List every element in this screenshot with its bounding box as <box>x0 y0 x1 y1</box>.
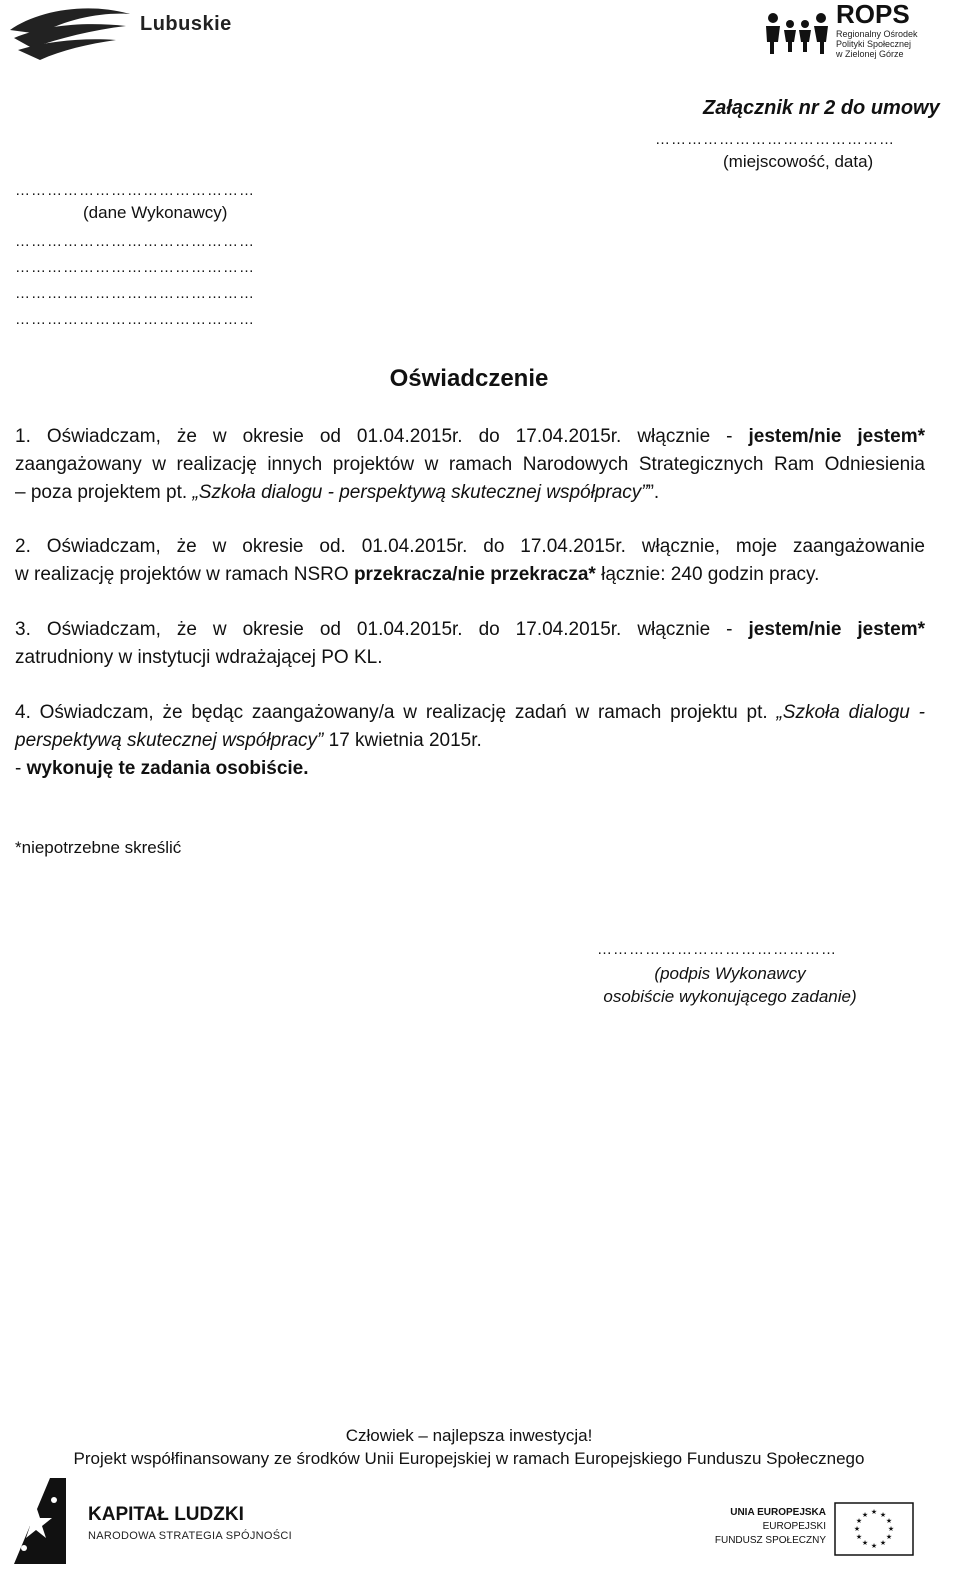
place-date-label: (miejscowość, data) <box>723 152 874 171</box>
eu-flag-icon <box>834 1502 914 1556</box>
statement-3-text: 3. Oświadczam, że w okresie od 01.04.2015r. do 17.04.2015r. włącznie - <box>15 619 749 640</box>
svg-text:★: ★ <box>887 1526 895 1533</box>
svg-text:★: ★ <box>861 1540 869 1547</box>
eu-logo <box>716 1502 916 1558</box>
statement-2-line: 2. Oświadczam, że w okresie od. 01.04.2015r. do 17.04.2015r. włącznie, moje zaangażowanie <box>15 536 925 557</box>
rops-figures-icon <box>764 8 830 56</box>
statement-1-text: – poza projektem pt. <box>15 482 193 503</box>
statement-1-choice: jestem/nie jestem* <box>748 426 925 447</box>
svg-text:★: ★ <box>853 1526 861 1533</box>
statement-4-emphasis: wykonuję te zadania osobiście. <box>26 758 309 779</box>
svg-text:★: ★ <box>879 1512 887 1519</box>
statement-3-line <box>15 616 925 644</box>
lubuskie-logo-text: Lubuskie <box>140 13 232 35</box>
lubuskie-swoosh-icon <box>8 4 133 62</box>
rops-subtitle-line: Polityki Społecznej <box>836 39 912 49</box>
statement-4-text: 4. Oświadczam, że będąc zaangażowany/a w realizację zadań w ramach projektu pt. <box>15 702 777 723</box>
signature-label-line: osobiście wykonującego zadanie) <box>603 987 857 1006</box>
project-title: perspektywą skutecznej współpracy” <box>15 730 324 751</box>
statement-2-choice: przekracza/nie przekracza* <box>353 564 596 585</box>
footer-cofinance: Projekt współfinansowany ze środków Unii Europejskiej w ramach Europejskiego Funduszu Społecznego <box>73 1449 865 1468</box>
project-title: „Szkoła dialogu - <box>776 702 925 723</box>
kapital-ludzki-subtitle: NARODOWA STRATEGIA SPÓJNOŚCI <box>88 1530 292 1542</box>
annex-title: Załącznik nr 2 do umowy <box>703 97 940 119</box>
statement-2-line <box>15 561 925 589</box>
document-heading: Oświadczenie <box>389 365 549 392</box>
contractor-line: ……………………………………… <box>15 259 255 276</box>
kapital-ludzki-logo <box>10 1476 310 1566</box>
statement-4-line <box>15 727 925 755</box>
svg-text:★: ★ <box>855 1518 863 1525</box>
rops-title: ROPS <box>836 0 910 29</box>
contractor-line: ……………………………………… <box>15 233 255 250</box>
eu-text-line: EUROPEJSKI <box>762 1521 826 1532</box>
statement-1-text: 1. Oświadczam, że w okresie od 01.04.2015r. do 17.04.2015r. włącznie - <box>15 426 749 447</box>
svg-text:★: ★ <box>885 1518 893 1525</box>
statement-2-text: w realizację projektów w ramach NSRO <box>15 564 354 585</box>
eu-text-line: UNIA EUROPEJSKA <box>730 1507 826 1518</box>
statement-4-text: - <box>15 758 27 779</box>
svg-text:★: ★ <box>885 1534 893 1541</box>
rops-logo <box>764 2 934 62</box>
eu-text <box>715 1506 826 1548</box>
statement-1-line <box>15 423 925 451</box>
svg-text:★: ★ <box>879 1540 887 1547</box>
footer-slogan: Człowiek – najlepsza inwestycja! <box>345 1426 593 1445</box>
rops-subtitle <box>836 29 918 59</box>
statement-4 <box>15 699 925 783</box>
statement-1-text: ”. <box>647 482 660 503</box>
statement-4-line <box>15 699 925 727</box>
contractor-label: (dane Wykonawcy) <box>83 203 228 222</box>
statement-3 <box>15 616 925 672</box>
statement-1 <box>15 423 925 507</box>
statement-2 <box>15 533 925 589</box>
statement-3-line: zatrudniony w instytucji wdrażającej PO KL. <box>15 647 383 668</box>
eu-text-line: FUNDUSZ SPOŁECZNY <box>714 1535 826 1546</box>
rops-subtitle-line: w Zielonej Górze <box>836 49 904 59</box>
contractor-line: ……………………………………… <box>15 285 255 302</box>
signature-label <box>560 962 900 1008</box>
kapital-ludzki-title: KAPITAŁ LUDZKI <box>88 1504 244 1525</box>
signature-label-line: (podpis Wykonawcy <box>654 964 806 983</box>
statement-1-line: zaangażowany w realizację innych projektów w ramach Narodowych Strategicznych Ram Odniesienia <box>15 454 925 475</box>
statement-4-line <box>15 755 925 783</box>
contractor-line: ……………………………………… <box>15 311 255 328</box>
svg-text:★: ★ <box>870 1543 878 1550</box>
rops-subtitle-line: Regionalny Ośrodek <box>836 29 918 39</box>
statement-2-text: łącznie: 240 godzin pracy. <box>595 564 820 585</box>
lubuskie-logo <box>8 4 248 64</box>
signature-dots: ……………………………………… <box>597 941 837 958</box>
kapital-ludzki-star-icon <box>10 1476 72 1564</box>
contractor-dots: ……………………………………… <box>15 182 255 199</box>
svg-text:★: ★ <box>870 1509 878 1516</box>
statement-1-line <box>15 479 925 507</box>
footnote: *niepotrzebne skreślić <box>15 838 182 857</box>
statement-4-text: 17 kwietnia 2015r. <box>323 730 482 751</box>
place-date-dots: ……………………………………… <box>655 131 895 148</box>
svg-text:★: ★ <box>855 1534 863 1541</box>
svg-text:★: ★ <box>861 1512 869 1519</box>
statement-3-choice: jestem/nie jestem* <box>748 619 925 640</box>
project-title: „Szkoła dialogu - perspektywą skutecznej współpracy” <box>192 482 648 503</box>
